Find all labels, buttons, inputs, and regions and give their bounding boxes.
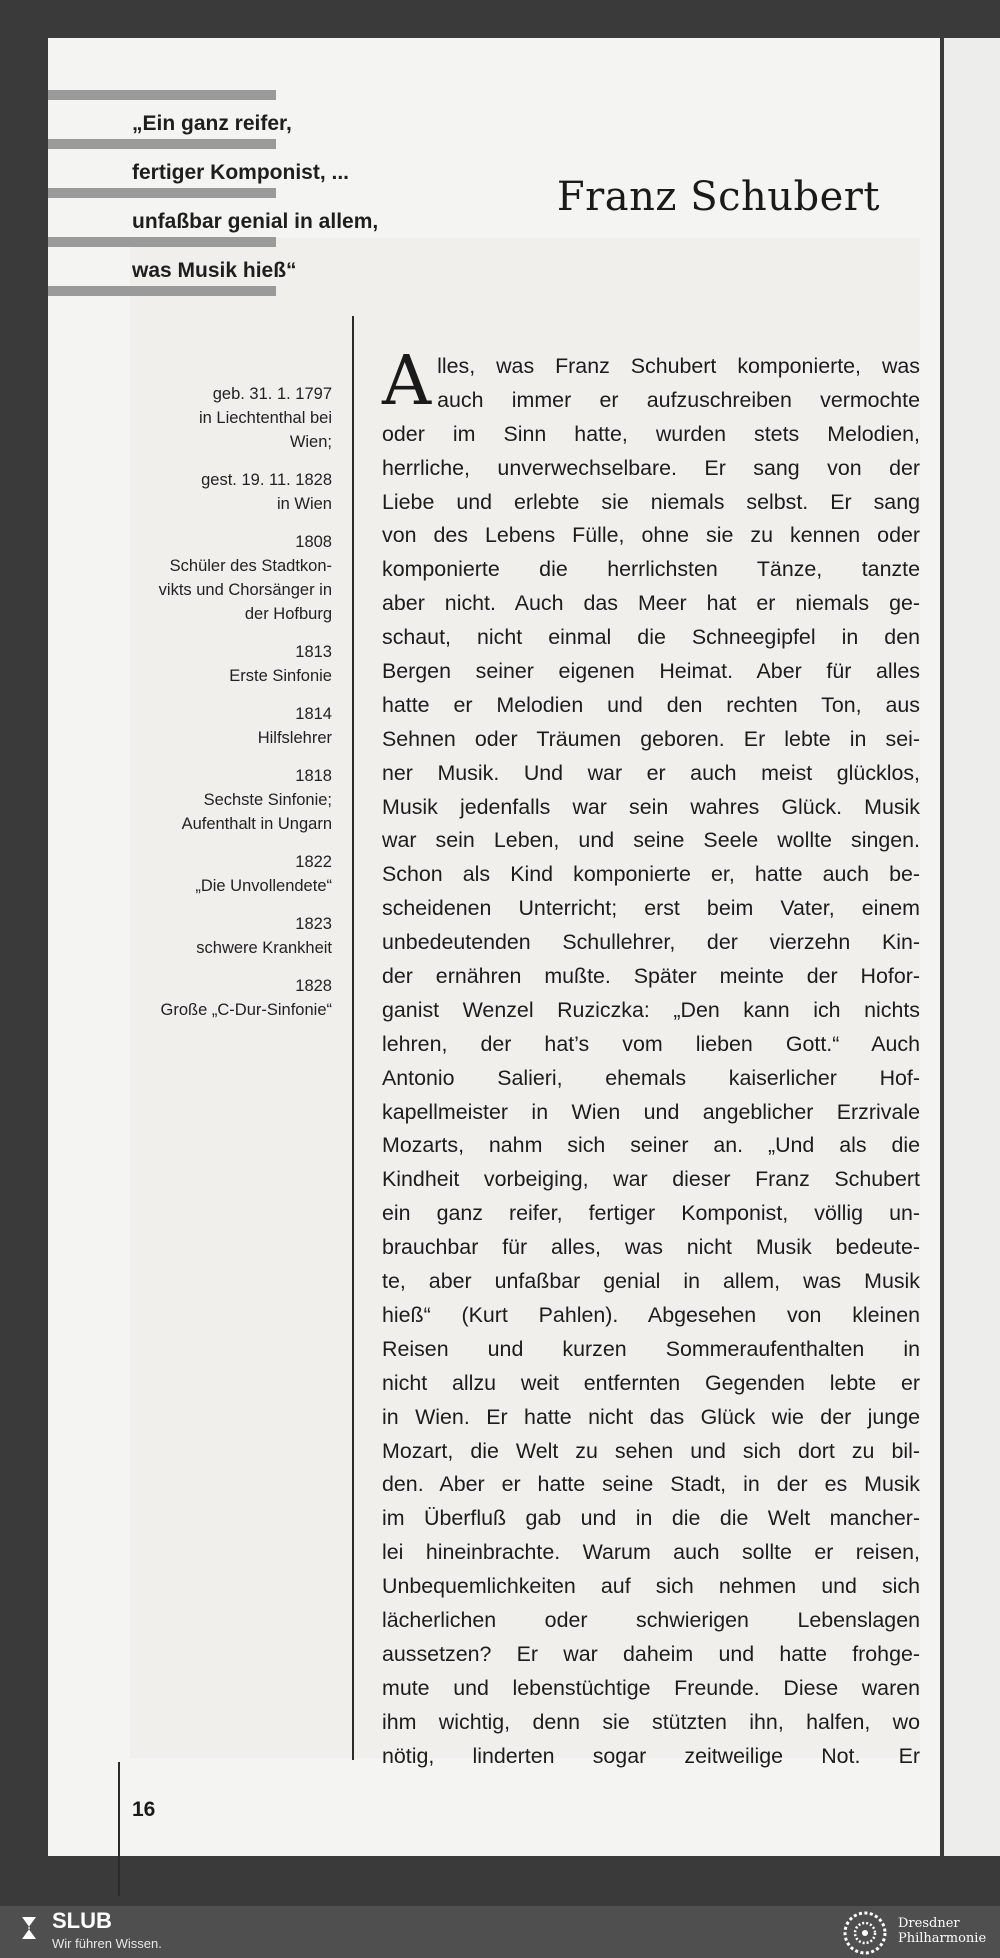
philharmonie-logo-icon	[842, 1910, 888, 1956]
body-line: in Wien. Er hatte nicht das Glück wie der junge	[382, 1404, 920, 1429]
body-line: lächerlichen oder schwierigen Lebenslagen	[382, 1607, 920, 1632]
timeline-entry	[88, 382, 332, 454]
body-line: Antonio Salieri, ehemals kaiserlicher Hof-	[382, 1065, 920, 1090]
pull-quote-line: fertiger Komponist, ...	[132, 161, 350, 184]
body-line: scheidenen Unterricht; erst beim Vater, einem	[382, 896, 920, 921]
timeline-date: 1813	[295, 643, 332, 661]
page-number: 16	[132, 1798, 156, 1821]
body-line: oder im Sinn hatte, wurden stets Melodien,	[382, 421, 920, 446]
timeline-date: gest. 19. 11. 1828	[201, 471, 332, 489]
timeline-text: in Wien	[276, 495, 332, 513]
timeline-entry	[88, 912, 332, 960]
pull-quote-line: „Ein ganz reifer,	[132, 112, 292, 135]
body-line: lles, was Franz Schubert komponierte, was	[437, 354, 920, 378]
timeline-text: Schüler des Stadtkon-	[169, 557, 332, 575]
document-page	[48, 38, 940, 1856]
biography-timeline	[88, 382, 332, 1036]
timeline-text: schwere Krankheit	[196, 939, 332, 957]
body-line: Sehnen oder Träumen geboren. Er lebte in sei-	[382, 726, 920, 751]
body-line: nicht allzu weit entfernten Gegenden lebte er	[382, 1370, 920, 1395]
timeline-text: Erste Sinfonie	[229, 667, 332, 685]
body-line: lei hineinbrachte. Warum auch sollte er reisen,	[382, 1540, 920, 1565]
timeline-text: Hilfslehrer	[257, 729, 332, 747]
timeline-entry	[88, 530, 332, 626]
body-line: mute und lebenstüchtige Freunde. Diese waren	[382, 1675, 920, 1700]
body-line: den. Aber er hatte seine Stadt, in der es Musik	[382, 1472, 920, 1497]
body-line: Musik jedenfalls war sein wahres Glück. Musik	[382, 794, 920, 819]
timeline-text: „Die Unvollendete“	[195, 877, 332, 895]
timeline-text: Wien;	[289, 433, 332, 451]
body-line: aussetzen? Er war daheim und hatte frohge-	[382, 1641, 920, 1666]
quote-decor-bar	[48, 286, 276, 296]
body-line: Schon als Kind komponierte er, hatte auch be-	[382, 862, 920, 887]
pull-quote-line: was Musik hieß“	[132, 259, 297, 282]
quote-decor-bar	[48, 139, 276, 149]
body-line: hieß“ (Kurt Pahlen). Abgesehen von kleinen	[382, 1302, 920, 1327]
timeline-date: 1822	[295, 853, 332, 871]
quote-decor-bar	[48, 90, 276, 100]
timeline-entry	[88, 850, 332, 898]
timeline-entry	[88, 764, 332, 836]
page-title: Franz Schubert	[556, 174, 880, 220]
timeline-text: Aufenthalt in Ungarn	[181, 815, 332, 833]
timeline-date: 1808	[295, 533, 332, 551]
pull-quote-line: unfaßbar genial in allem,	[132, 210, 379, 233]
body-line: Bergen seiner eigenen Heimat. Aber für alles	[382, 659, 920, 684]
body-line: aber nicht. Auch das Meer hat er niemals ge-	[382, 591, 920, 616]
body-line: ihm wichtig, denn sie stützten ihn, halfen, wo	[382, 1709, 920, 1734]
slub-logo-icon	[14, 1913, 44, 1943]
body-line: von des Lebens Fülle, ohne sie zu kennen oder	[382, 523, 920, 548]
body-line: Kindheit vorbeiging, war dieser Franz Schubert	[382, 1167, 920, 1192]
drop-cap: A	[382, 342, 432, 421]
philharmonie-name[interactable]	[898, 1916, 986, 1946]
body-line: Mozart, die Welt zu sehen und sich dort zu bil-	[382, 1438, 920, 1463]
body-line: ner Musik. Und war er auch meist glücklos,	[382, 760, 920, 785]
body-line: Unbequemlichkeiten auf sich nehmen und sich	[382, 1574, 920, 1599]
body-line: war sein Leben, und seine Seele wollte singen.	[382, 828, 920, 853]
body-line: Mozarts, nahm sich seiner an. „Und als die	[382, 1133, 920, 1158]
body-line: unbedeutenden Schullehrer, der vierzehn Kin-	[382, 930, 920, 955]
timeline-date: 1814	[295, 705, 332, 723]
body-line: Reisen und kurzen Sommeraufenthalten in	[382, 1336, 920, 1361]
timeline-text: Sechste Sinfonie;	[203, 791, 332, 809]
body-line: lehren, der hat’s vom lieben Gott.“ Auch	[382, 1031, 920, 1056]
body-line: brauchbar für alles, was nicht Musik bedeute-	[382, 1235, 920, 1260]
timeline-date: 1818	[295, 767, 332, 785]
body-line: ein ganz reifer, fertiger Komponist, völlig un-	[382, 1201, 920, 1226]
timeline-date: 1823	[295, 915, 332, 933]
timeline-text: der Hofburg	[244, 605, 332, 623]
body-line: komponierte die herrlichsten Tänze, tanzte	[382, 557, 920, 582]
quote-decor-bar	[48, 237, 276, 247]
body-line: nötig, linderten sogar zeitweilige Not. Er	[382, 1743, 920, 1768]
body-line: Liebe und erlebte sie niemals selbst. Er sang	[382, 489, 920, 514]
page-number-rule	[118, 1762, 120, 1896]
article-body	[382, 342, 920, 1773]
body-line: hatte er Melodien und den rechten Ton, aus	[382, 692, 920, 717]
philharmonie-name-line: Philharmonie	[898, 1931, 987, 1946]
timeline-entry	[88, 702, 332, 750]
column-divider	[352, 316, 354, 1760]
body-line: ganist Wenzel Ruziczka: „Den kann ich nichts	[382, 997, 920, 1022]
body-line: im Überfluß gab und in die die Welt mancher-	[382, 1506, 920, 1531]
slub-tagline: Wir führen Wissen.	[52, 1936, 162, 1951]
timeline-date: geb. 31. 1. 1797	[212, 385, 332, 403]
quote-decor-bar	[48, 188, 276, 198]
body-line: herrliche, unverwechselbare. Er sang von der	[382, 455, 920, 480]
body-line: te, aber unfaßbar genial in allem, was Musik	[382, 1269, 920, 1294]
adjacent-page-edge	[944, 38, 1000, 1856]
timeline-date: 1828	[295, 977, 332, 995]
philharmonie-name-line: Dresdner	[898, 1916, 960, 1931]
timeline-entry	[88, 640, 332, 688]
timeline-text: in Liechtenthal bei	[198, 409, 332, 427]
timeline-entry	[88, 468, 332, 516]
timeline-text: Große „C-Dur-Sinfonie“	[160, 1001, 332, 1019]
body-line: auch immer er aufzuschreiben vermochte	[437, 387, 920, 412]
body-line: schaut, nicht einmal die Schneegipfel in den	[382, 625, 920, 650]
timeline-entry	[88, 974, 332, 1022]
body-line: der ernähren mußte. Später meinte der Hofor-	[382, 964, 920, 989]
timeline-text: vikts und Chorsänger in	[158, 581, 332, 599]
slub-name[interactable]: SLUB	[52, 1908, 112, 1933]
body-line: kapellmeister in Wien und angeblicher Erzrivale	[382, 1099, 920, 1124]
